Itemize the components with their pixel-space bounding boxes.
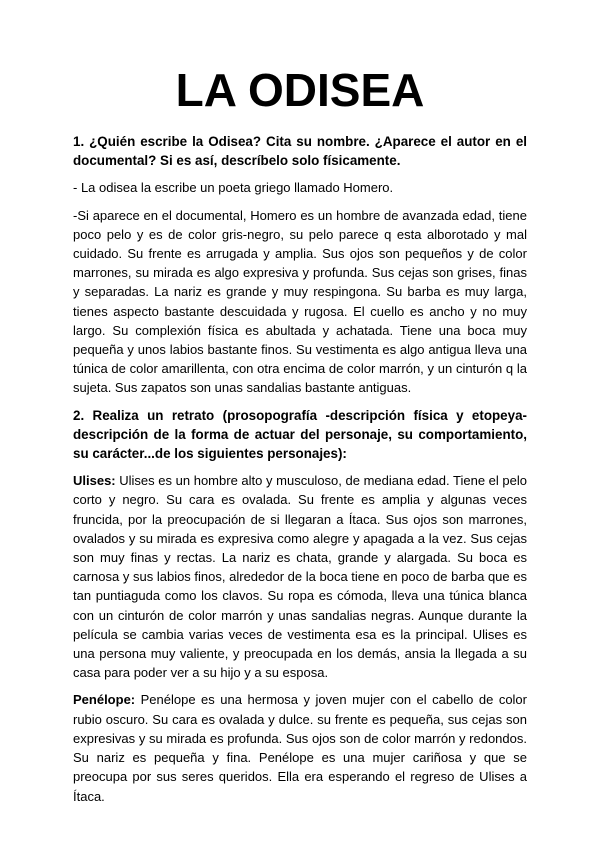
ulises-name: Ulises: xyxy=(73,473,116,489)
answer-1-description: -Si aparece en el documental, Homero es un hombre de avanzada edad, tiene poco pelo y es de color gris-negro, su pelo parece q esta alborotado y mal cuidado. Su frente es arrugada y amplia. Sus ojos son pequeños y de color marrones, su mirada es algo expresiva y profunda. Sus cejas son grises, finas y separadas. La nariz es grande y muy respingona. Su barba es muy larga, tienes aspecto bastante descuidada y rugosa. El cuello es ancho y no muy largo. Su complexión física es abultada y achatada. Tiene una boca muy pequeña y unos labios bastante finos. Su vestimenta es algo antigua lleva una túnica de color amarillenta, con otra encima de color marrón, y un cinturón q la sujeta. Sus zapatos son unas sandalias bastante antiguas. xyxy=(73,207,527,396)
document-title: LA ODISEA xyxy=(175,64,425,116)
penelope-text: Penélope es una hermosa y joven mujer con el cabello de color rubio oscuro. Su cara es ovalada y dulce. su frente es pequeña, sus cejas son expresivas y su mirada es profunda. Sus ojos son de color marrón y redondos. Su nariz es pequeña y fina. Penélope es una mujer cariñosa y que se preocupa por sus seres queridos. Ella era esperando el regreso de Ulises a Ítaca. xyxy=(73,692,527,804)
ulises-paragraph xyxy=(73,471,527,682)
penelope-paragraph xyxy=(73,690,527,805)
document-page xyxy=(73,62,527,814)
answer-1-author: - La odisea la escribe un poeta griego llamado Homero. xyxy=(73,180,394,196)
penelope-name: Penélope: xyxy=(73,692,136,708)
ulises-text: Ulises es un hombre alto y musculoso, de mediana edad. Tiene el pelo corto y negro. Su cara es ovalada. Su frente es amplia y algunas veces fruncida, por la preocupación de si llegaran a Ítaca. Sus ojos son marrones, ovalados y su mirada es expresiva como alegre y apagada a la vez. Sus cejas son muy finas y rectas. La nariz es chata, grande y alargada. Su boca es carnosa y sus labios finos, alrededor de la boca tiene en poco de barba que es tan puntiaguda como los clavos. Su ropa es cómoda, lleva una túnica blanca con un cinturón de color marrón y unas sandalias negras. Aunque durante la película se cambia varias veces de vestimenta esa es la principal. Ulises es una persona muy valiente, y preocupada en los demás, ansia la llegada a su casa para poder ver a su hijo y a su esposa. xyxy=(73,473,527,681)
question-2: 2. Realiza un retrato (prosopografía -descripción física y etopeya-descripción de la forma de actuar del personaje, su comportamiento, su carácter...de los siguientes personajes): xyxy=(73,407,527,462)
question-1: 1. ¿Quién escribe la Odisea? Cita su nombre. ¿Aparece el autor en el documental? Si es así, descríbelo solo físicamente. xyxy=(73,134,527,169)
